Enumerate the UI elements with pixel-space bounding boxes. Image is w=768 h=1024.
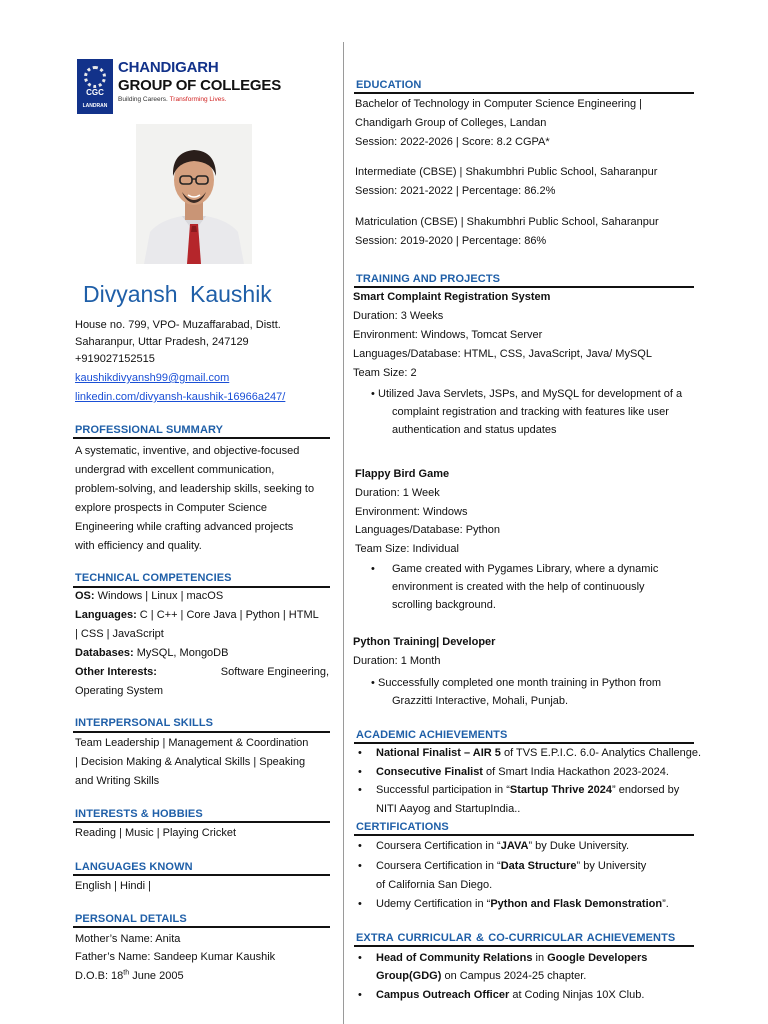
linkedin-link[interactable]: linkedin.com/divyansh-kaushik-16966a247/: [75, 391, 286, 403]
interests-heading: INTERESTS & HOBBIES: [75, 808, 203, 820]
bullet-icon: •: [358, 784, 362, 796]
mother-name: Mother’s Name: Anita: [75, 933, 181, 945]
languages-value: C | C++ | Core Java | Python | HTML: [136, 609, 319, 621]
project-bullet-line: Game created with Pygames Library, where a dynamic: [392, 563, 659, 575]
dob-suffix: June 2005: [129, 970, 184, 982]
date-of-birth: [75, 967, 184, 986]
certification-item: [376, 857, 646, 876]
education-line: Bachelor of Technology in Computer Science Engineering |: [355, 98, 642, 110]
summary-heading: PROFESSIONAL SUMMARY: [75, 424, 224, 436]
project-title: Python Training| Developer: [353, 636, 496, 648]
certification-item: [376, 837, 629, 856]
bullet-icon: •: [371, 388, 375, 400]
project-bullet-line: complaint registration and tracking with features like user: [392, 406, 669, 418]
extra-text: on Campus 2024-25 chapter.: [441, 970, 587, 982]
education-line: Chandigarh Group of Colleges, Landan: [355, 117, 547, 129]
logo-mark-text: CGC: [86, 88, 104, 97]
phone-number: +919027152515: [75, 353, 155, 365]
project-bullet-line: Successfully completed one month training in Python from: [378, 677, 662, 689]
technical-heading: TECHNICAL COMPETENCIES: [75, 572, 232, 584]
project-bullet-line: scrolling background.: [392, 599, 496, 611]
extra-text: in: [532, 952, 548, 964]
summary-line: with efficiency and quality.: [75, 540, 202, 552]
bullet-icon: •: [371, 563, 375, 575]
tagline-part-1: Building Careers.: [118, 96, 168, 103]
summary-line: explore prospects in Computer Science: [75, 502, 267, 514]
achievement-text: of Smart India Hackathon 2023-2024.: [482, 766, 669, 778]
extra-divider: [354, 945, 694, 947]
extra-bold: Google Developers: [547, 952, 648, 964]
bullet-icon: •: [358, 952, 362, 964]
logo-mark-subtext: LANDRAN: [82, 103, 108, 109]
interpersonal-divider: [73, 731, 330, 733]
extra-text: at Coding Ninjas 10X Club.: [509, 989, 645, 1001]
bullet-icon: •: [358, 766, 362, 778]
gear-icon: [84, 66, 106, 88]
profile-photo: [136, 124, 252, 264]
databases-row: [75, 644, 228, 663]
extra-bold: Campus Outreach Officer: [376, 989, 510, 1001]
education-line: Intermediate (CBSE) | Shakumbhri Public School, Saharanpur: [355, 166, 658, 178]
logo-line-1: CHANDIGARH: [118, 59, 219, 76]
interpersonal-line: | Decision Making & Analytical Skills | Speaking: [75, 756, 306, 768]
project-detail: Languages/Database: HTML, CSS, JavaScript, Java/ MySQL: [353, 348, 652, 360]
bullet-icon: •: [358, 840, 362, 852]
achievement-text: Successful participation in “: [376, 784, 510, 796]
extra-item: [376, 986, 644, 1005]
certifications-divider: [354, 834, 694, 836]
interpersonal-heading: INTERPERSONAL SKILLS: [75, 717, 214, 729]
cert-bold: Data Structure: [500, 860, 577, 872]
achievement-bold: National Finalist – AIR 5: [376, 747, 501, 759]
languages-text: English | Hindi |: [75, 880, 152, 892]
dob-prefix: D.O.B: 18: [75, 970, 124, 982]
personal-divider: [73, 926, 330, 928]
project-detail: Duration: 1 Week: [355, 487, 440, 499]
other-interests-row-2: Operating System: [75, 685, 164, 697]
other-interests-row: [75, 663, 329, 682]
cert-text: ” by Duke University.: [528, 840, 630, 852]
interpersonal-line: and Writing Skills: [75, 775, 160, 787]
education-divider: [354, 92, 694, 94]
college-logo: [77, 59, 113, 114]
education-line: Session: 2021-2022 | Percentage: 86.2%: [355, 185, 556, 197]
extra-item-line-2: [376, 967, 586, 986]
candidate-name: Divyansh Kaushik: [83, 281, 272, 307]
extra-bold: Group(GDG): [376, 970, 442, 982]
cert-text: Udemy Certification in “: [376, 898, 491, 910]
father-name: Father’s Name: Sandeep Kumar Kaushik: [75, 951, 276, 963]
project-detail: Team Size: Individual: [355, 543, 459, 555]
interpersonal-line: Team Leadership | Management & Coordination: [75, 737, 309, 749]
other-interests-value: Software Engineering,: [220, 666, 329, 678]
logo-tagline: [118, 96, 226, 104]
os-row: [75, 587, 223, 606]
summary-text: [75, 442, 329, 556]
education-heading: EDUCATION: [356, 79, 422, 91]
project-detail: Duration: 3 Weeks: [353, 310, 444, 322]
languages-divider: [73, 874, 330, 876]
databases-value: MySQL, MongoDB: [133, 647, 229, 659]
email-link[interactable]: kaushikdivyansh99@gmail.com: [75, 372, 230, 384]
cert-bold: JAVA: [500, 840, 529, 852]
cert-text: Coursera Certification in “: [376, 860, 501, 872]
summary-line: undergrad with excellent communication,: [75, 464, 275, 476]
achievement-text: ” endorsed by: [612, 784, 680, 796]
project-bullet-line: Utilized Java Servlets, JSPs, and MySQL for development of a: [378, 388, 683, 400]
cert-bold: Python and Flask Demonstration: [490, 898, 663, 910]
databases-label: Databases:: [75, 647, 134, 659]
extra-bold: Head of Community Relations: [376, 952, 533, 964]
address-line-2: Saharanpur, Uttar Pradesh, 247129: [75, 336, 249, 348]
other-interests-label: Other Interests:: [75, 666, 157, 678]
certification-item-line-2: of California San Diego.: [376, 879, 493, 891]
achievement-bold: Startup Thrive 2024: [509, 784, 612, 796]
cert-text: ” by University: [576, 860, 647, 872]
address-line-1: House no. 799, VPO- Muzaffarabad, Distt.: [75, 319, 281, 331]
bullet-icon: •: [371, 677, 375, 689]
project-detail: Environment: Windows: [355, 506, 468, 518]
summary-divider: [73, 437, 330, 439]
summary-line: problem-solving, and leadership skills, seeking to: [75, 483, 315, 495]
project-detail: Team Size: 2: [353, 367, 417, 379]
project-detail: Environment: Windows, Tomcat Server: [353, 329, 543, 341]
bullet-icon: •: [358, 898, 362, 910]
education-line: Session: 2019-2020 | Percentage: 86%: [355, 235, 547, 247]
summary-line: Engineering while crafting advanced projects: [75, 521, 294, 533]
tagline-part-2: Transforming Lives.: [169, 96, 227, 103]
education-line: Session: 2022-2026 | Score: 8.2 CGPA*: [355, 136, 550, 148]
column-divider: [343, 42, 344, 1024]
bullet-icon: •: [358, 747, 362, 759]
training-heading: TRAINING AND PROJECTS: [356, 273, 501, 285]
project-bullet-line: Grazzitti Interactive, Mohali, Punjab.: [392, 695, 569, 707]
achievement-item: [376, 744, 701, 763]
project-bullet-line: environment is created with the help of continuously: [392, 581, 645, 593]
project-detail: Duration: 1 Month: [353, 655, 441, 667]
achievement-item-line-2: NITI Aayog and StartupIndia..: [376, 803, 521, 815]
bullet-icon: •: [358, 989, 362, 1001]
summary-line: A systematic, inventive, and objective-focused: [75, 445, 300, 457]
certification-item: [376, 895, 669, 914]
project-bullet-line: authentication and status updates: [392, 424, 557, 436]
os-label: OS:: [75, 590, 95, 602]
languages-label: Languages:: [75, 609, 137, 621]
bullet-icon: •: [358, 860, 362, 872]
project-title: Flappy Bird Game: [355, 468, 450, 480]
cert-text: Coursera Certification in “: [376, 840, 501, 852]
languages-row-2: | CSS | JavaScript: [75, 628, 164, 640]
academic-heading: ACADEMIC ACHIEVEMENTS: [356, 729, 508, 741]
dob-superscript: th: [123, 969, 130, 977]
extra-item: [376, 949, 647, 968]
personal-heading: PERSONAL DETAILS: [75, 913, 187, 925]
project-title: Smart Complaint Registration System: [353, 291, 551, 303]
languages-heading: LANGUAGES KNOWN: [75, 861, 193, 873]
interests-text: Reading | Music | Playing Cricket: [75, 827, 236, 839]
os-value: Windows | Linux | macOS: [94, 590, 224, 602]
cert-text: ”.: [662, 898, 669, 910]
logo-line-2: GROUP OF COLLEGES: [118, 77, 282, 94]
project-detail: Languages/Database: Python: [355, 524, 500, 536]
achievement-item: [376, 763, 669, 782]
interpersonal-text: [75, 734, 331, 791]
languages-row: [75, 606, 319, 625]
achievement-bold: Consecutive Finalist: [376, 766, 483, 778]
achievement-text: of TVS E.P.I.C. 6.0- Analytics Challenge.: [500, 747, 702, 759]
education-line: Matriculation (CBSE) | Shakumbhri Public School, Saharanpur: [355, 216, 659, 228]
achievement-item: [376, 781, 679, 800]
interests-divider: [73, 821, 330, 823]
extra-heading: EXTRA CURRICULAR & CO-CURRICULAR ACHIEVEMENTS: [356, 932, 676, 944]
certifications-heading: CERTIFICATIONS: [356, 821, 449, 833]
